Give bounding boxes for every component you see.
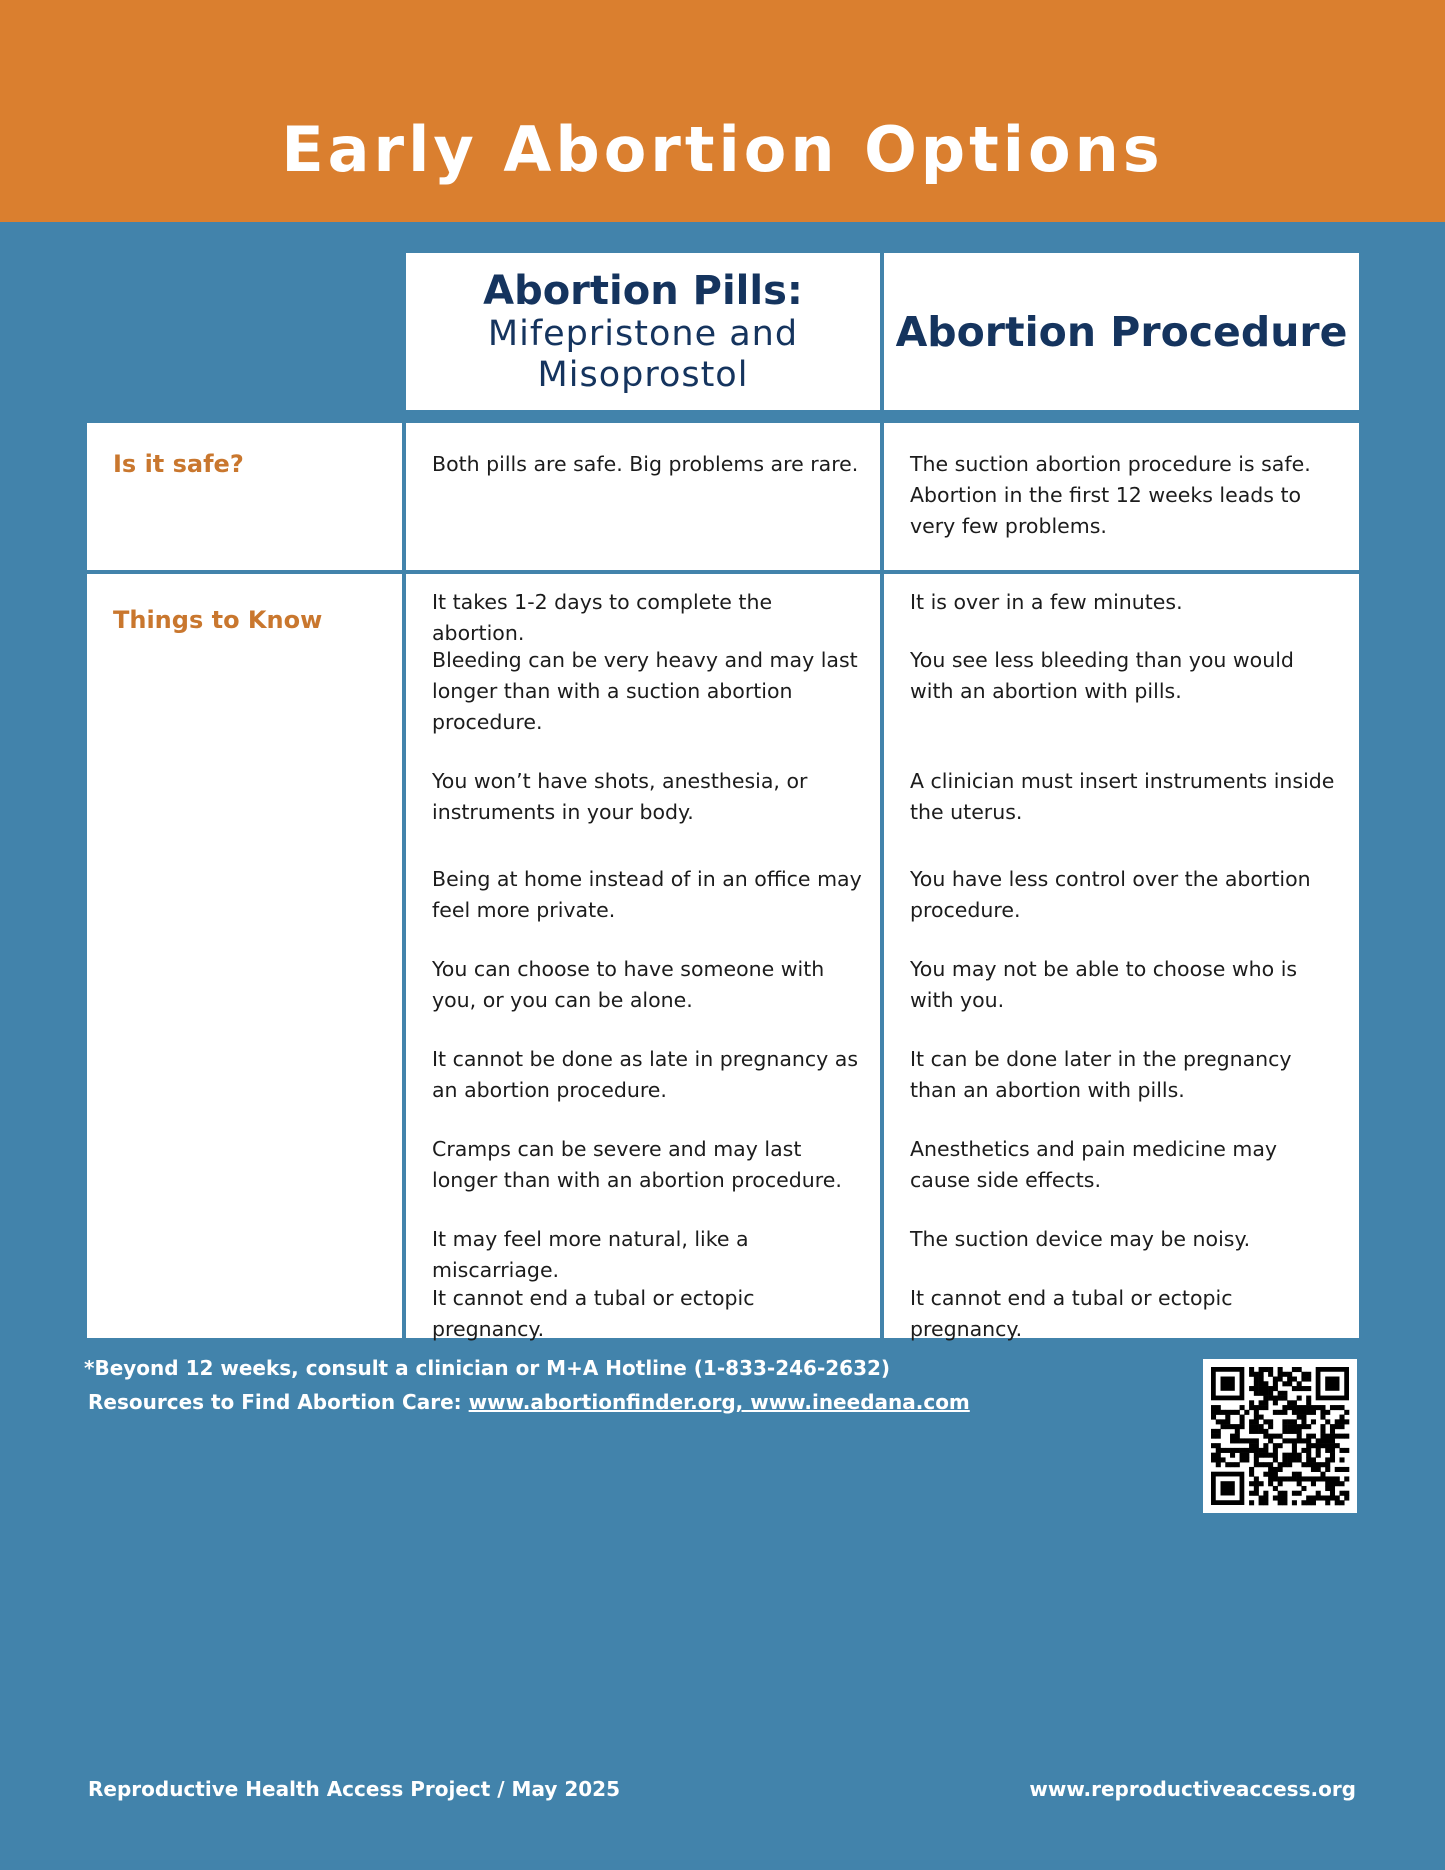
footer-website[interactable]: www.reproductiveaccess.org [1029,1777,1356,1801]
row-label-cell-safe [87,423,402,570]
safe-pills-cell [406,423,880,570]
hotline-note: *Beyond 12 weeks, consult a clinician or M+A Hotline (1-833-246-2632) [84,1356,891,1380]
safe-pills-text: Both pills are safe. Big problems are rare. [432,452,859,476]
pills-subtitle-line2: Misoprostol [537,355,749,395]
title-banner [0,0,1445,222]
list-item: It cannot end a tubal or ectopic pregnancy. [432,1286,755,1341]
list-item: It can be done later in the pregnancy than an abortion with pills. [910,1047,1292,1102]
safe-procedure-cell [884,423,1359,570]
list-item: It takes 1-2 days to complete the abortion. [432,590,773,645]
list-item: A clinician must insert instruments inside the uterus. [910,769,1335,824]
qr-code [1203,1359,1357,1513]
resource-links[interactable]: www.abortionfinder.org, www.ineedana.com [468,1390,970,1414]
list-item: It cannot be done as late in pregnancy as an abortion procedure. [432,1047,859,1102]
list-item: Cramps can be severe and may last longer than with an abortion procedure. [432,1137,842,1192]
list-item: You won’t have shots, anesthesia, or instruments in your body. [432,769,808,824]
list-item: Being at home instead of in an office may feel more private. [432,867,862,922]
list-item: It cannot end a tubal or ectopic pregnancy. [910,1286,1233,1341]
footer-credit: Reproductive Health Access Project / May 2025 [88,1777,620,1801]
column-header-procedure [884,253,1359,410]
page-title: Early Abortion Options [281,113,1164,186]
procedure-title: Abortion Procedure [895,307,1348,356]
list-item: You can choose to have someone with you, or you can be alone. [432,957,825,1012]
pills-subtitle-line1: Mifepristone and [487,314,799,354]
know-procedure-cell [884,574,1359,1341]
resources-line [84,1385,970,1419]
resources-label: Resources to Find Abortion Care: [88,1390,469,1414]
list-item: You may not be able to choose who is with you. [910,957,1298,1012]
qr-code-graphic [1203,1359,1357,1513]
list-item: It is over in a few minutes. [910,590,1183,614]
list-item: You see less bleeding than you would with an abortion with pills. [910,648,1294,703]
know-pills-cell [406,574,880,1341]
row-label-know: Things to Know [113,606,323,634]
column-header-pills [406,253,880,410]
list-item: Bleeding can be very heavy and may last longer than with a suction abortion procedure. [432,648,858,734]
row-label-cell-know [87,574,402,1338]
footnote [84,1351,970,1419]
list-item: You have less control over the abortion procedure. [910,867,1311,922]
safe-procedure-text: The suction abortion procedure is safe. Abortion in the first 12 weeks leads to very few problems. [910,452,1311,538]
pills-title: Abortion Pills: [483,268,803,314]
list-item: Anesthetics and pain medicine may cause side effects. [910,1137,1278,1192]
list-item: The suction device may be noisy. [910,1227,1251,1251]
row-label-safe: Is it safe? [113,450,244,478]
list-item: It may feel more natural, like a miscarriage. [432,1227,749,1282]
